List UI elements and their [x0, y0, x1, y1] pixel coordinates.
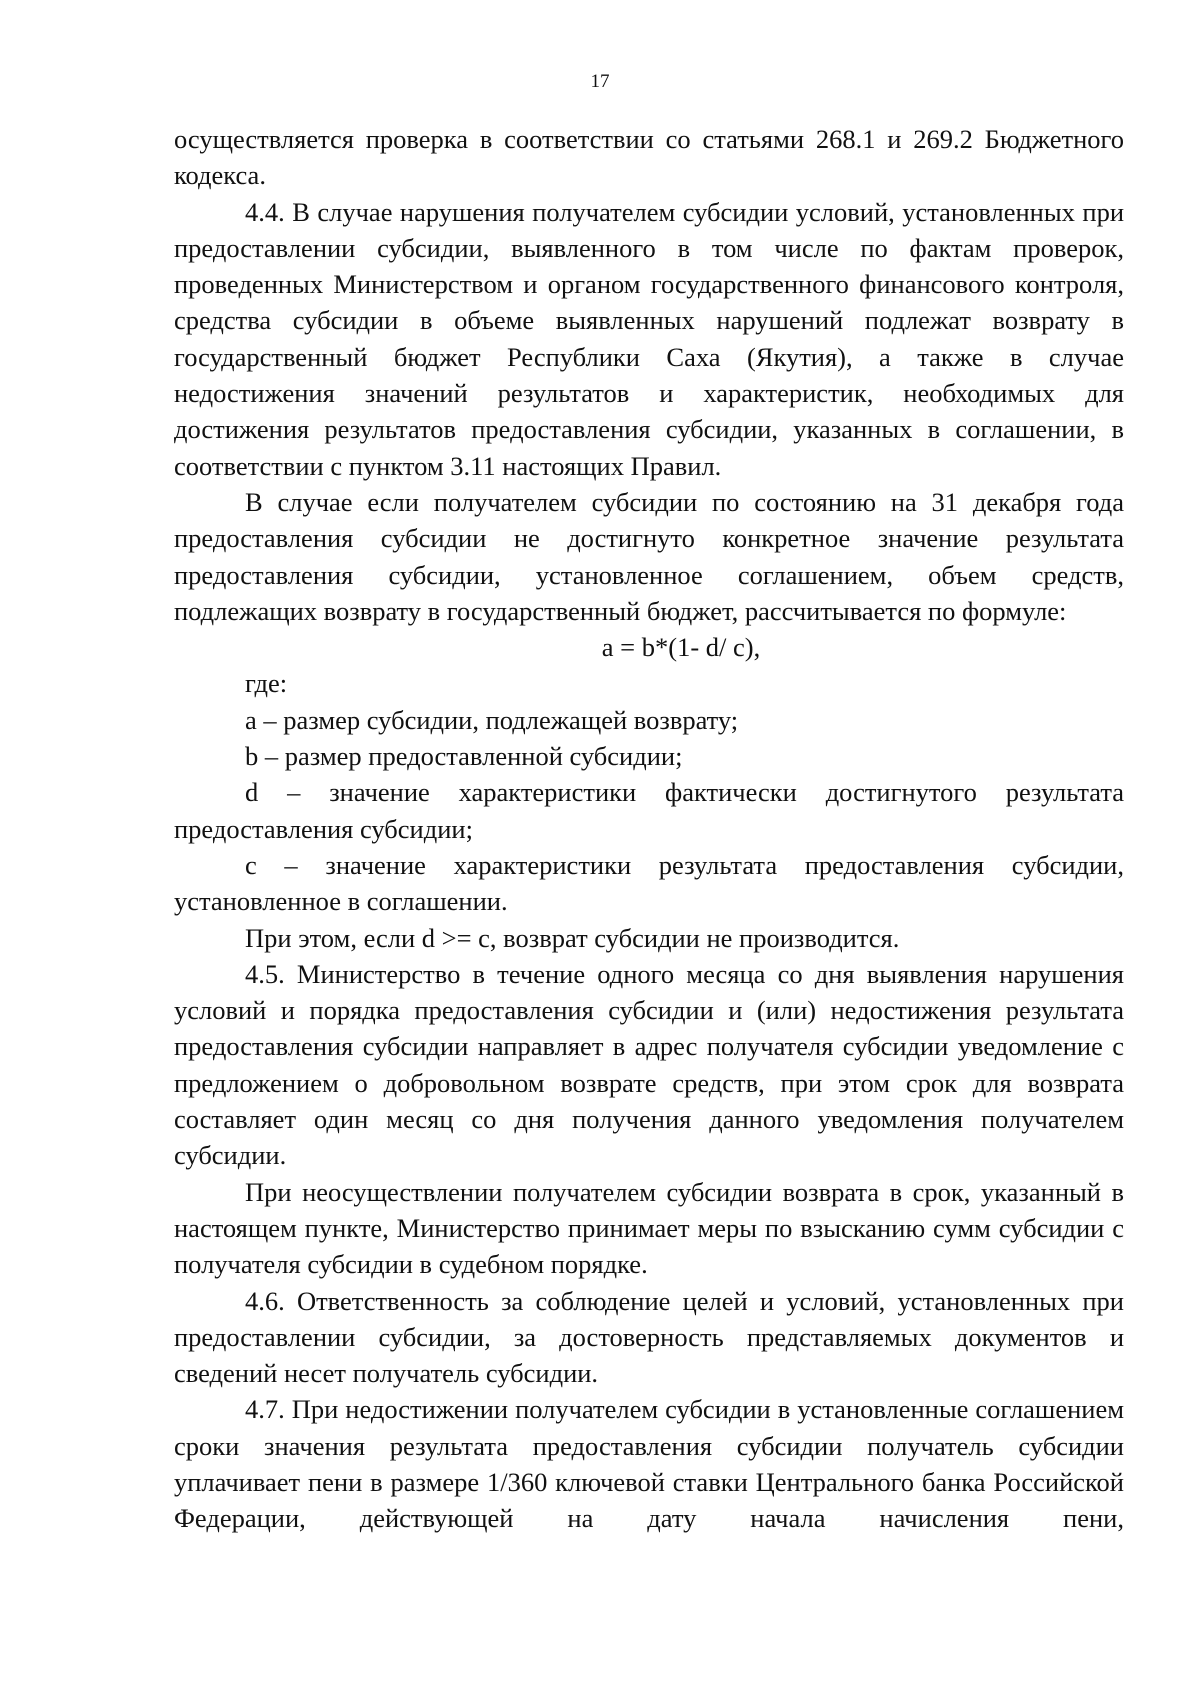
formula-where-label: где:: [245, 668, 288, 699]
formula-definition-c: c – значение характеристики результата предоставления субсидии, установленное в соглашении.: [174, 849, 1124, 917]
formula-definition-a: a – размер субсидии, подлежащей возврату;: [245, 704, 739, 735]
formula-definition-d: d – значение характеристики фактически достигнутого результата предоставления субсидии;: [174, 777, 1124, 844]
page-number: 17: [590, 71, 610, 92]
formula-condition: При этом, если d >= c, возврат субсидии не производится.: [245, 922, 900, 953]
paragraph-refund-formula-intro: В случае если получателем субсидии по состоянию на 31 декабря года предоставления субсидии не достигнуто конкретное значение результата предоставления субсидии, установленное соглашением, объем средств, подлежащих возврату в государственный бюджет, рассчитывается по формуле:: [174, 486, 1124, 626]
paragraph-4-4: 4.4. В случае нарушения получателем субсидии условий, установленных при предоставлении субсидии, выявленного в том числе по фактам проверок, проведенных Министерством и органом государственного финансового контроля, средства субсидии в объеме выявленных нарушений подлежат возврату в государственный бюджет Республики Саха (Якутия), а также в случае недостижения значений результатов и характеристик, необходимых для достижения результатов предоставления субсидии, указанных в соглашении, в соответствии с пунктом 3.11 настоящих Правил.: [174, 196, 1124, 481]
paragraph-4-5-enforcement: При неосуществлении получателем субсидии возврата в срок, указанный в настоящем пункте, Министерство принимает меры по взысканию сумм субсидии с получателя субсидии в судебном порядке.: [174, 1176, 1124, 1280]
paragraph-4-7: 4.7. При недостижении получателем субсидии в установленные соглашением сроки значения результата предоставления субсидии получатель субсидии уплачивает пени в размере 1/360 ключевой ставки Центрального банка Российской Федерации, действующей на дату начала начисления пени,: [174, 1394, 1124, 1534]
document-body: [174, 121, 1124, 1537]
refund-formula: a = b*(1- d/ c),: [601, 632, 761, 663]
paragraph-continuation: осуществляется проверка в соответствии со статьями 268.1 и 269.2 Бюджетного кодекса.: [174, 124, 1124, 191]
formula-definition-b: b – размер предоставленной субсидии;: [245, 741, 683, 772]
paragraph-4-6: 4.6. Ответственность за соблюдение целей и условий, установленных при предоставлении субсидии, за достоверность представляемых документов и сведений несет получатель субсидии.: [174, 1285, 1124, 1389]
paragraph-4-5: 4.5. Министерство в течение одного месяца со дня выявления нарушения условий и порядка предоставления субсидии и (или) недостижения результата предоставления субсидии направляет в адрес получателя субсидии уведомление с предложением о добровольном возврате средств, при этом срок для возврата составляет один месяц со дня получения данного уведомления получателем субсидии.: [174, 958, 1124, 1171]
